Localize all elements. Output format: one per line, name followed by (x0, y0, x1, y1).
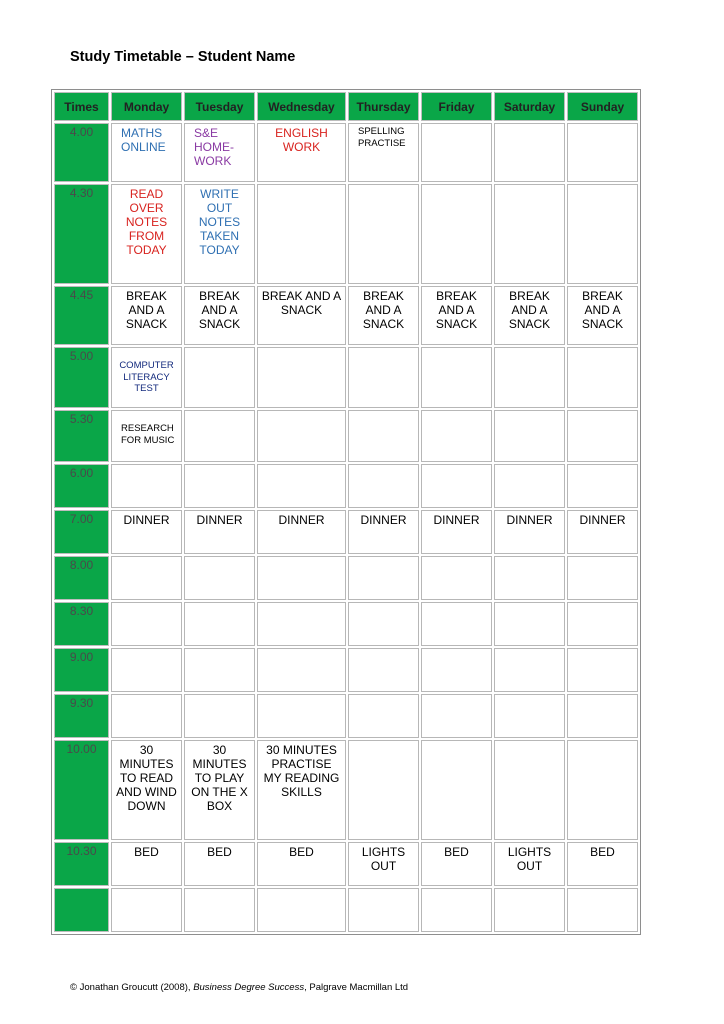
timetable-cell (348, 556, 419, 600)
timetable-cell (348, 602, 419, 646)
timetable-cell (567, 184, 638, 284)
footer-suffix: , Palgrave Macmillan Ltd (304, 982, 409, 993)
table-row (54, 464, 638, 508)
timetable-cell (111, 602, 182, 646)
timetable-cell: BREAK AND A SNACK (494, 286, 565, 345)
timetable-cell (257, 602, 346, 646)
timetable-cell (421, 184, 492, 284)
timetable-cell: LIGHTS OUT (348, 842, 419, 886)
table-row (54, 347, 638, 408)
header-row (54, 92, 638, 121)
timetable-cell (348, 184, 419, 284)
table-row (54, 648, 638, 692)
time-cell: 10.00 (54, 740, 109, 840)
timetable-cell (494, 347, 565, 408)
timetable-cell (494, 888, 565, 932)
table-row (54, 556, 638, 600)
timetable-cell: DINNER (348, 510, 419, 554)
timetable-cell (421, 410, 492, 462)
header-wednesday: Wednesday (257, 92, 346, 121)
timetable-cell (348, 347, 419, 408)
time-cell: 6.00 (54, 464, 109, 508)
header-thursday: Thursday (348, 92, 419, 121)
timetable-cell: DINNER (567, 510, 638, 554)
timetable-cell (257, 556, 346, 600)
timetable-cell: WRITE OUT NOTES TAKEN TODAY (184, 184, 255, 284)
time-cell: 5.00 (54, 347, 109, 408)
table-row (54, 510, 638, 554)
time-cell: 4.45 (54, 286, 109, 345)
timetable-cell (257, 184, 346, 284)
timetable-cell (421, 556, 492, 600)
time-cell: 4.30 (54, 184, 109, 284)
timetable-cell (348, 410, 419, 462)
timetable-cell: BED (567, 842, 638, 886)
timetable-cell: BED (184, 842, 255, 886)
timetable-cell (494, 464, 565, 508)
timetable-cell (421, 694, 492, 738)
timetable-cell (567, 410, 638, 462)
timetable-cell (567, 648, 638, 692)
table-row (54, 740, 638, 840)
timetable-cell: BREAK AND A SNACK (184, 286, 255, 345)
copyright-footer (70, 982, 408, 993)
timetable-cell (257, 410, 346, 462)
table-row (54, 286, 638, 345)
timetable-cell (111, 694, 182, 738)
timetable-cell (494, 184, 565, 284)
timetable-cell: BED (257, 842, 346, 886)
timetable-cell (111, 464, 182, 508)
timetable-cell (494, 410, 565, 462)
timetable-cell: LIGHTS OUT (494, 842, 565, 886)
time-cell: 8.00 (54, 556, 109, 600)
timetable-cell: DINNER (184, 510, 255, 554)
timetable-cell: BED (111, 842, 182, 886)
timetable-cell (421, 347, 492, 408)
timetable-cell: READ OVER NOTES FROM TODAY (111, 184, 182, 284)
header-sunday: Sunday (567, 92, 638, 121)
timetable-cell: DINNER (421, 510, 492, 554)
timetable-cell (567, 464, 638, 508)
timetable-cell: DINNER (257, 510, 346, 554)
timetable-cell (421, 123, 492, 182)
timetable-cell (567, 602, 638, 646)
time-cell: 9.00 (54, 648, 109, 692)
timetable-cell (184, 888, 255, 932)
timetable-cell (567, 123, 638, 182)
table-row (54, 602, 638, 646)
footer-book-title: Business Degree Success (193, 982, 305, 993)
timetable-cell (257, 464, 346, 508)
timetable-cell (184, 556, 255, 600)
timetable-cell: BED (421, 842, 492, 886)
timetable-cell: MATHS ONLINE (111, 123, 182, 182)
timetable-cell: BREAK AND A SNACK (111, 286, 182, 345)
table-row (54, 123, 638, 182)
header-tuesday: Tuesday (184, 92, 255, 121)
timetable-cell (494, 694, 565, 738)
timetable-cell: COMPUTER LITERACY TEST (111, 347, 182, 408)
timetable-cell (567, 694, 638, 738)
timetable-cell (257, 347, 346, 408)
timetable-cell: BREAK AND A SNACK (348, 286, 419, 345)
timetable-cell (494, 602, 565, 646)
timetable-cell (567, 740, 638, 840)
timetable-cell (257, 888, 346, 932)
timetable-cell (257, 648, 346, 692)
table-row (54, 184, 638, 284)
timetable-cell: BREAK AND A SNACK (421, 286, 492, 345)
timetable-cell (348, 648, 419, 692)
timetable-cell (494, 648, 565, 692)
timetable-cell: ENGLISH WORK (257, 123, 346, 182)
time-cell: 5.30 (54, 410, 109, 462)
timetable-cell (111, 648, 182, 692)
header-saturday: Saturday (494, 92, 565, 121)
table-row (54, 842, 638, 886)
time-cell: 8.30 (54, 602, 109, 646)
timetable-cell: S&E HOME-WORK (184, 123, 255, 182)
footer-prefix: © Jonathan Groucutt (2008), (70, 982, 194, 993)
header-times: Times (54, 92, 109, 121)
timetable-cell (421, 464, 492, 508)
header-monday: Monday (111, 92, 182, 121)
header-friday: Friday (421, 92, 492, 121)
time-cell: 9.30 (54, 694, 109, 738)
timetable-cell: RESEARCH FOR MUSIC (111, 410, 182, 462)
timetable-cell (567, 556, 638, 600)
timetable-cell: 30 MINUTES PRACTISE MY READING SKILLS (257, 740, 346, 840)
timetable-cell (348, 888, 419, 932)
timetable-cell (494, 556, 565, 600)
table-row (54, 410, 638, 462)
timetable-cell (184, 410, 255, 462)
table-row (54, 694, 638, 738)
timetable-cell (421, 740, 492, 840)
timetable-cell (567, 347, 638, 408)
timetable-cell (184, 648, 255, 692)
timetable-cell: 30 MINUTES TO READ AND WIND DOWN (111, 740, 182, 840)
timetable-cell (257, 694, 346, 738)
timetable-cell (184, 347, 255, 408)
time-cell (54, 888, 109, 932)
time-cell: 7.00 (54, 510, 109, 554)
timetable-cell (348, 464, 419, 508)
timetable-cell (111, 556, 182, 600)
timetable-cell (348, 694, 419, 738)
study-timetable (51, 89, 641, 935)
timetable-cell: BREAK AND A SNACK (567, 286, 638, 345)
timetable-cell (494, 123, 565, 182)
timetable-cell (111, 888, 182, 932)
timetable-cell (421, 888, 492, 932)
timetable-cell: DINNER (111, 510, 182, 554)
timetable-cell (184, 602, 255, 646)
timetable-cell: 30 MINUTES TO PLAY ON THE X BOX (184, 740, 255, 840)
timetable-cell: SPELLING PRACTISE (348, 123, 419, 182)
time-cell: 10.30 (54, 842, 109, 886)
timetable-cell: DINNER (494, 510, 565, 554)
timetable-cell: BREAK AND A SNACK (257, 286, 346, 345)
timetable-cell (567, 888, 638, 932)
timetable-cell (421, 648, 492, 692)
time-cell: 4.00 (54, 123, 109, 182)
timetable-cell (348, 740, 419, 840)
page-title: Study Timetable – Student Name (70, 49, 296, 65)
timetable-cell (421, 602, 492, 646)
timetable-cell (494, 740, 565, 840)
table-row (54, 888, 638, 932)
timetable-cell (184, 694, 255, 738)
timetable-cell (184, 464, 255, 508)
